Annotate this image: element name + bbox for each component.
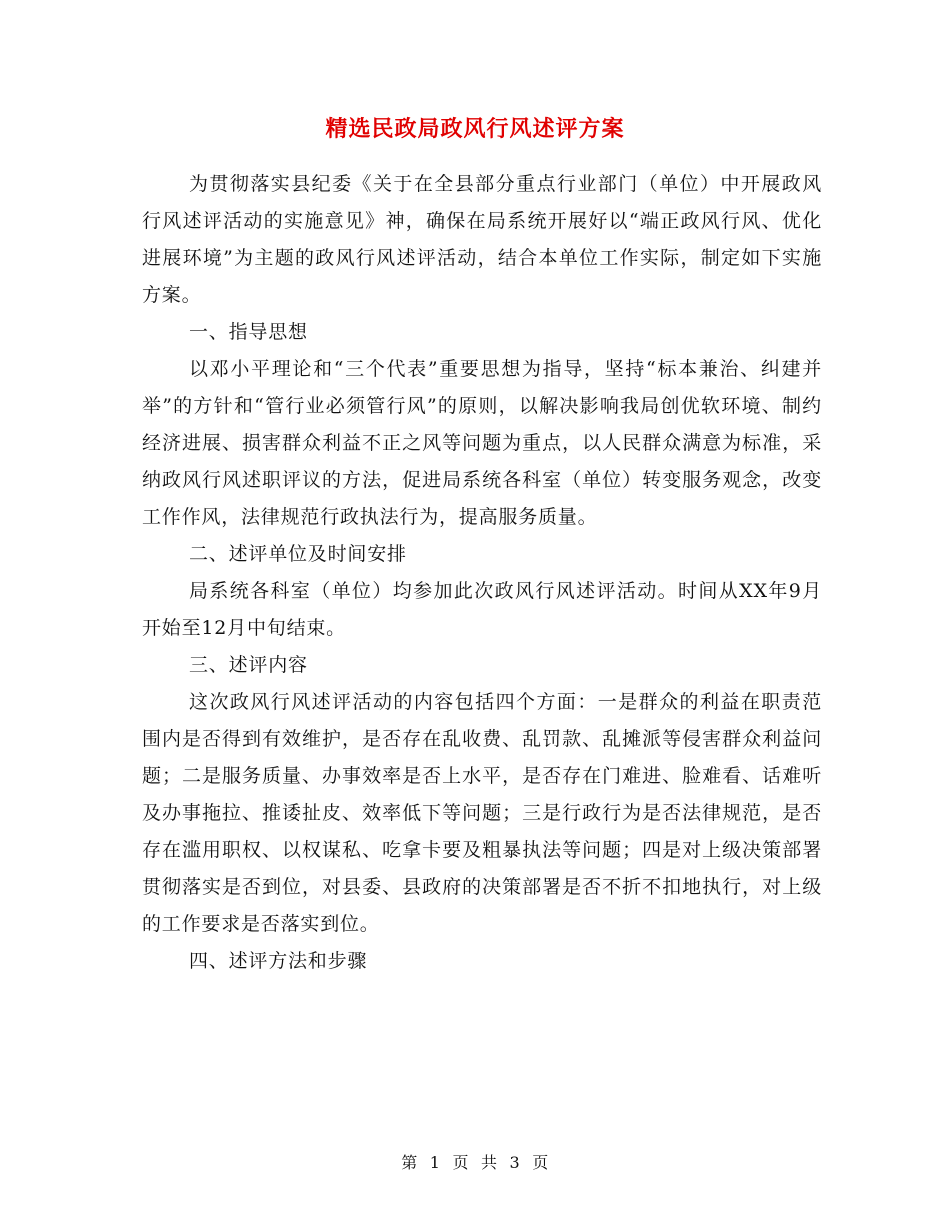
footer-prefix: 第 (401, 1153, 418, 1172)
document-title: 精选民政局政风行风述评方案 (325, 116, 625, 142)
page-number-footer (0, 1150, 950, 1173)
document-body (142, 166, 822, 980)
intro-paragraph: 为贯彻落实县纪委《关于在全县部分重点行业部门（单位）中开展政风行风述评活动的实施意见》神，确保在局系统开展好以“端正政风行风、优化进展环境”为主题的政风行风述评活动，结合本单位工作实际，制定如下实施方案。 (142, 173, 822, 306)
section-heading-methods: 四、述评方法和步骤 (189, 950, 368, 972)
footer-suffix: 页 (532, 1153, 549, 1172)
section-heading-units-schedule: 二、述评单位及时间安排 (189, 543, 407, 565)
footer-mid2: 共 (481, 1153, 498, 1172)
guiding-thought-paragraph: 以邓小平理论和“三个代表”重要思想为指导，坚持“标本兼治、纠建并举”的方针和“管行业必须管行风”的原则，以解决影响我局创优软环境、制约经济进展、损害群众利益不正之风等问题为重点，以人民群众满意为标准，采纳政风行风述职评议的方法，促进局系统各科室（单位）转变服务观念，改变工作作风，法律规范行政执法行为，提高服务质量。 (142, 358, 822, 528)
footer-total-pages: 3 (509, 1153, 521, 1172)
section-heading-content: 三、述评内容 (189, 654, 308, 676)
units-schedule-paragraph: 局系统各科室（单位）均参加此次政风行风述评活动。时间从XX年9月开始至12月中旬结束。 (142, 580, 822, 639)
footer-current-page: 1 (429, 1153, 441, 1172)
content-paragraph: 这次政风行风述评活动的内容包括四个方面：一是群众的利益在职责范围内是否得到有效维护，是否存在乱收费、乱罚款、乱摊派等侵害群众利益问题；二是服务质量、办事效率是否上水平，是否存在门难进、脸难看、话难听及办事拖拉、推诿扯皮、效率低下等问题；三是行政行为是否法律规范，是否存在滥用职权、以权谋私、吃拿卡要及粗暴执法等问题；四是对上级决策部署贯彻落实是否到位，对县委、县政府的决策部署是否不折不扣地执行，对上级的工作要求是否落实到位。 (142, 691, 822, 935)
footer-mid1: 页 (452, 1153, 469, 1172)
section-heading-guiding-thought: 一、指导思想 (189, 321, 308, 343)
